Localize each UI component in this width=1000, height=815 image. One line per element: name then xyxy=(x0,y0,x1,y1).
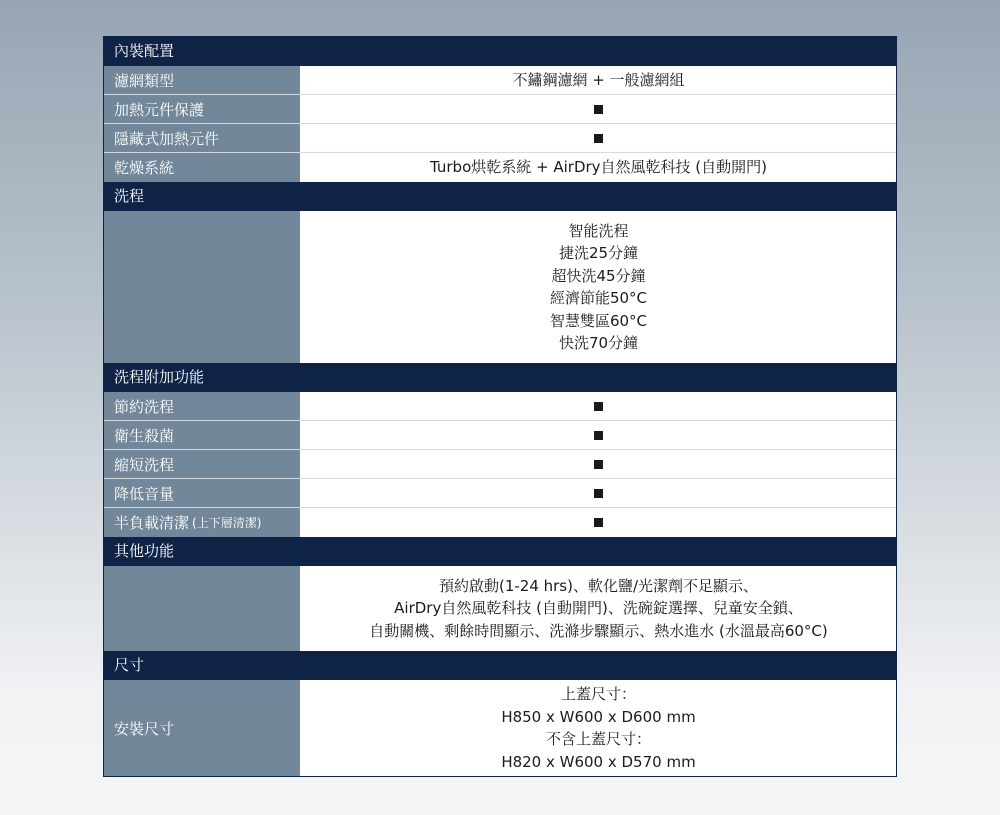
row-value xyxy=(301,211,896,363)
table-row xyxy=(104,211,896,363)
check-mark-icon xyxy=(594,402,603,411)
table-row xyxy=(104,392,896,421)
check-mark-icon xyxy=(594,431,603,440)
dimension-line: H850 x W600 x D600 mm xyxy=(501,707,696,726)
row-value xyxy=(301,479,896,507)
section-header-internal: 內裝配置 xyxy=(104,37,896,66)
table-row xyxy=(104,479,896,508)
program-item: 經濟節能50°C xyxy=(549,289,648,307)
program-item: 智能洗程 xyxy=(568,221,629,240)
row-label: 隱藏式加熱元件 xyxy=(104,124,301,152)
spec-table xyxy=(103,36,897,777)
section-header-programs: 洗程 xyxy=(104,182,896,211)
row-value xyxy=(301,124,896,152)
row-value: 不鏽鋼濾網 + 一般濾網組 xyxy=(301,66,896,94)
section-header-dimensions: 尺寸 xyxy=(104,651,896,680)
program-item: 超快洗45分鐘 xyxy=(551,266,646,285)
row-value xyxy=(301,508,896,537)
row-label: 衛生殺菌 xyxy=(104,421,301,449)
program-item: 智慧雙區60°C xyxy=(549,311,648,330)
row-label xyxy=(104,566,301,651)
table-row xyxy=(104,153,896,182)
row-value xyxy=(301,680,896,776)
table-row xyxy=(104,450,896,479)
check-mark-icon xyxy=(594,518,603,527)
row-label: 濾網類型 xyxy=(104,66,301,94)
row-label xyxy=(104,508,301,537)
section-header-program-options: 洗程附加功能 xyxy=(104,363,896,392)
check-mark-icon xyxy=(594,134,603,143)
table-row xyxy=(104,95,896,124)
section-header-other: 其他功能 xyxy=(104,537,896,566)
table-row xyxy=(104,508,896,537)
feature-line: 自動關機、剩餘時間顯示、洗滌步驟顯示、熱水進水 (水溫最高60°C) xyxy=(369,621,828,640)
row-label: 縮短洗程 xyxy=(104,450,301,478)
feature-line: 預約啟動(1-24 hrs)、軟化鹽/光潔劑不足顯示、 xyxy=(438,576,759,595)
feature-line: AirDry自然風乾科技 (自動開門)、洗碗錠選擇、兒童安全鎖、 xyxy=(394,599,803,618)
row-label: 安裝尺寸 xyxy=(104,680,301,776)
program-item: 捷洗25分鐘 xyxy=(558,244,639,262)
table-row xyxy=(104,66,896,95)
row-label-note: (上下層清潔) xyxy=(192,516,262,530)
row-value xyxy=(301,421,896,449)
check-mark-icon xyxy=(594,489,603,498)
row-value xyxy=(301,450,896,478)
row-label xyxy=(104,211,301,363)
row-value xyxy=(301,566,896,651)
table-row xyxy=(104,421,896,450)
row-label: 降低音量 xyxy=(104,479,301,507)
table-row xyxy=(104,124,896,153)
table-row xyxy=(104,680,896,776)
program-item: 快洗70分鐘 xyxy=(558,334,639,352)
row-label: 加熱元件保護 xyxy=(104,95,301,123)
table-row xyxy=(104,566,896,651)
row-value xyxy=(301,392,896,420)
row-label-text: 半負載清潔 xyxy=(114,514,190,532)
dimension-line: H820 x W600 x D570 mm xyxy=(501,752,696,771)
dimension-line: 上蓋尺寸： xyxy=(560,685,636,703)
row-value xyxy=(301,95,896,123)
row-value: Turbo烘乾系統 + AirDry自然風乾科技 (自動開門) xyxy=(301,153,896,182)
dimension-line: 不含上蓋尺寸： xyxy=(545,730,651,748)
check-mark-icon xyxy=(594,460,603,469)
row-label: 節約洗程 xyxy=(104,392,301,420)
check-mark-icon xyxy=(594,105,603,114)
row-label: 乾燥系統 xyxy=(104,153,301,182)
